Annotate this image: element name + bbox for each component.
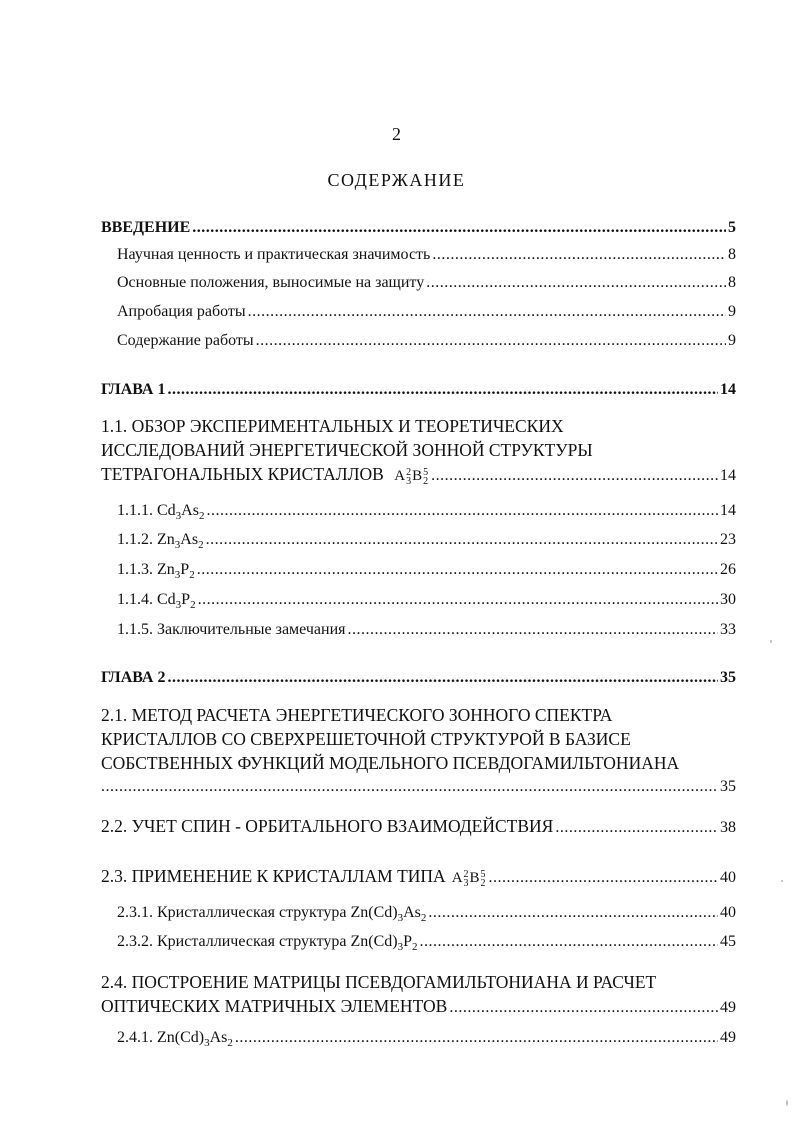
toc-entry-section-1-1[interactable]: 1.1. ОБЗОР ЭКСПЕРИМЕНТАЛЬНЫХ И ТЕОРЕТИЧЕСКИХ ИССЛЕДОВАНИЙ ЭНЕРГЕТИЧЕСКОЙ ЗОННОЙ СТРУКТУРЫ ТЕТРАГОНАЛЬНЫХ КРИСТАЛЛОВ A 2 3 B 5 2 ..... 14 [101,414,736,488]
toc-entry-scientific-value[interactable]: Научная ценность и практическая значимость ..... 8 [117,244,736,266]
scan-speck [786,1100,788,1106]
toc-entry-chapter-1[interactable]: ГЛАВА 1 ..... 14 [101,379,736,401]
toc-entry-section-2-2[interactable]: 2.2. УЧЕТ СПИН - ОРБИТАЛЬНОГО ВЗАИМОДЕЙСТВИЯ ..... 38 [101,814,736,840]
toc-entry-2-3-2[interactable]: 2.3.2. Кристаллическая структура $Zn(Cd)_3P_2$ ..... 45 [117,931,736,953]
toc-entry-2-3-1[interactable]: 2.3.1. Кристаллическая структура $Zn(Cd)_3As_2$ ..... 40 [117,902,736,924]
toc-entry-introduction[interactable]: ВВЕДЕНИЕ ..... 5 [101,217,736,239]
toc-title: СОДЕРЖАНИЕ [327,170,466,190]
toc-entry-section-2-4[interactable]: 2.4. ПОСТРОЕНИЕ МАТРИЦЫ ПСЕВДОГАМИЛЬТОНИАНА И РАСЧЕТ ОПТИЧЕСКИХ МАТРИЧНЫХ ЭЛЕМЕНТОВ ..... 49 [101,970,736,1020]
toc-entry-2-4-1[interactable]: 2.4.1. $Zn(Cd)_3As_2$ ..... 49 [117,1027,736,1049]
toc-entry-1-1-2[interactable]: 1.1.2. $Zn_3As_2$ ..... 23 [117,529,736,551]
toc-entry-1-1-4[interactable]: 1.1.4. $Cd_3P_2$ ..... 30 [117,589,736,611]
toc-entry-approbation[interactable]: Апробация работы ..... 9 [117,301,736,323]
toc-entry-section-2-1[interactable]: 2.1. МЕТОД РАСЧЕТА ЭНЕРГЕТИЧЕСКОГО ЗОННОГО СПЕКТРА КРИСТАЛЛОВ СО СВЕРХРЕШЕТОЧНОЙ СТРУКТУРОЙ В БАЗИСЕ СОБСТВЕННЫХ ФУНКЦИЙ МОДЕЛЬНОГО ПСЕВДОГАМИЛЬТОНИАНА ..... 35 [101,703,736,799]
toc-entry-chapter-2[interactable]: ГЛАВА 2 ..... 35 [101,667,736,689]
toc-entry-1-1-5[interactable]: 1.1.5. Заключительные замечания ..... 33 [117,619,736,641]
formula-a3b2: A 2 3 B 5 2 [394,466,429,487]
toc-entry-work-content[interactable]: Содержание работы ..... 9 [117,330,736,352]
page-number: 2 [392,124,401,144]
toc-entry-1-1-1[interactable]: 1.1.1. $Cd_3As_2$ ..... 14 [117,500,736,522]
toc-entry-1-1-3[interactable]: 1.1.3. $Zn_3P_2$ ..... 26 [117,559,736,581]
scan-speck [781,880,783,882]
toc-entry-section-2-3[interactable]: 2.3. ПРИМЕНЕНИЕ К КРИСТАЛЛАМ ТИПА A 2 3 B 5 2 ..... 40 [101,864,736,890]
toc-entry-main-provisions[interactable]: Основные положения, выносимые на защиту ..... 8 [117,272,736,294]
scan-speck [770,640,772,643]
formula-a3b2: A 2 3 B 5 2 [451,868,486,889]
